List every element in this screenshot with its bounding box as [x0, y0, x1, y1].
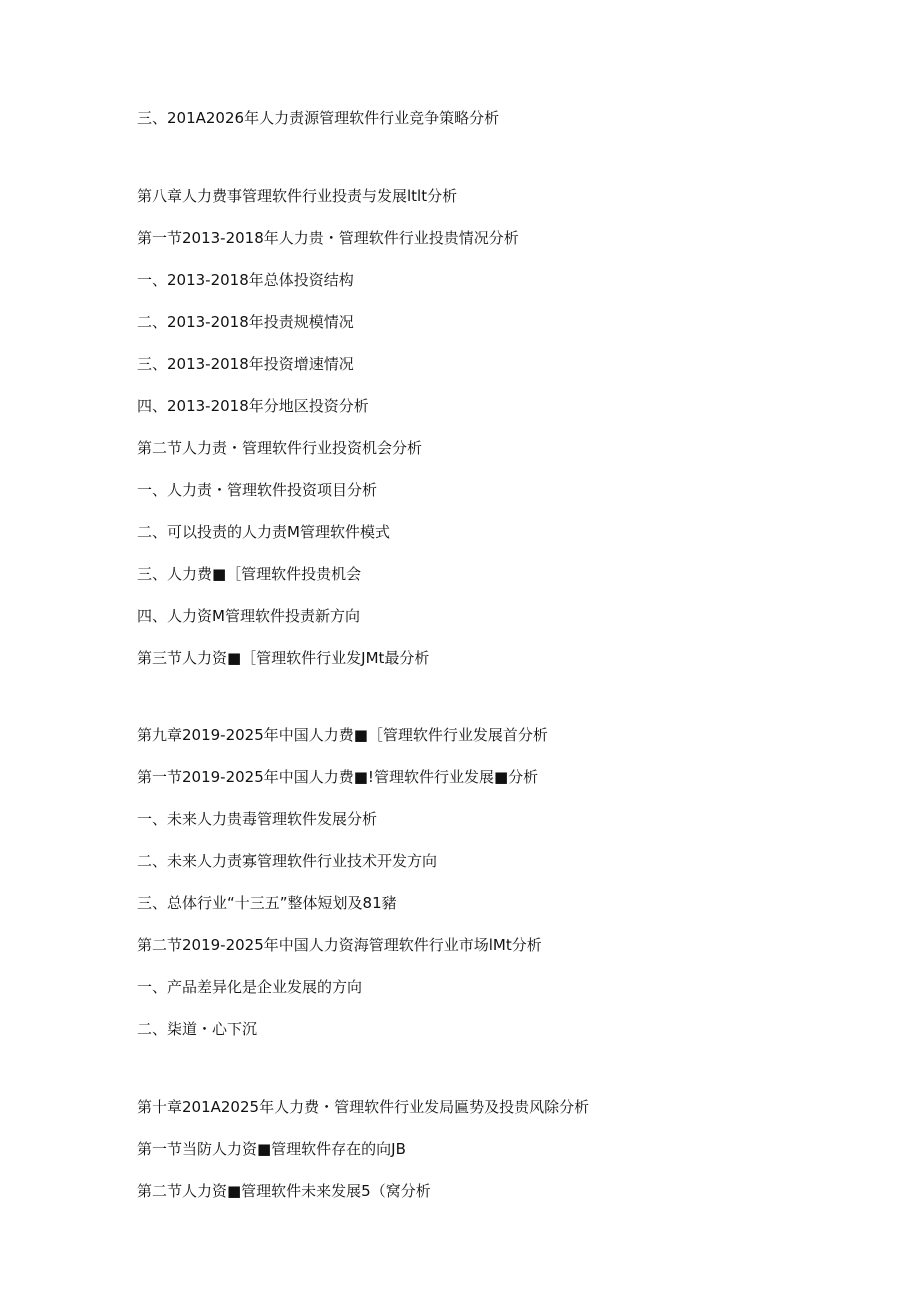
toc-entry-section: 第二节2019-2025年中国人力资海管理软件行业市场lMt分析	[137, 936, 542, 954]
toc-entry-section: 第二节人力资■管理软件未来发展5（窝分析	[137, 1182, 431, 1200]
toc-entry-item: 二、可以投责的人力责M管理软件模式	[137, 523, 390, 541]
toc-entry-section: 第二节人力责・管理软件行业投资机会分析	[137, 439, 423, 457]
toc-entry-section: 三、201A2026年人力责源管理软件行业竞争策略分析	[137, 109, 500, 127]
toc-entry-item: 一、人力责・管理软件投资项目分析	[137, 481, 378, 499]
toc-entry-item: 三、人力费■［管理软件投贵机会	[137, 565, 362, 583]
toc-entry-item: 四、2013-2018年分地区投资分析	[137, 397, 369, 415]
toc-entry-item: 一、产品差异化是企业发展的方向	[137, 978, 363, 996]
toc-entry-item: 二、柒道・心下沉	[137, 1020, 258, 1038]
toc-entry-section: 第一节2019-2025年中国人力费■!管理软件行业发展■分析	[137, 768, 539, 786]
toc-entry-item: 三、总体行业“十三五”整体短划及81豬	[137, 894, 397, 912]
toc-entry-chapter-9: 第九章2019-2025年中国人力费■［管理软件行业发展首分析	[137, 726, 548, 744]
toc-entry-item: 四、人力资M管理软件投责新方向	[137, 607, 360, 625]
toc-entry-chapter-10: 第十章201A2025年人力费・管理软件行业发局匾势及投贵风除分析	[137, 1098, 590, 1116]
toc-entry-item: 一、未来人力贵毒管理软件发展分析	[137, 810, 378, 828]
toc-entry-item: 二、未来人力责寡管理软件行业技术开发方向	[137, 852, 438, 870]
toc-entry-section: 第一节2013-2018年人力贵・管理软件行业投贵情况分析	[137, 229, 519, 247]
toc-entry-item: 三、2013-2018年投资增速情况	[137, 355, 354, 373]
toc-entry-item: 一、2013-2018年总体投资结构	[137, 271, 354, 289]
toc-entry-chapter-8: 第八章人力费事管理软件行业投责与发展ltlt分析	[137, 187, 458, 205]
toc-entry-section: 第一节当防人力资■管理软件存在的向JB	[137, 1140, 406, 1158]
toc-entry-section: 第三节人力资■［管理软件行业发JMt最分析	[137, 649, 430, 667]
toc-entry-item: 二、2013-2018年投责规模情况	[137, 313, 354, 331]
